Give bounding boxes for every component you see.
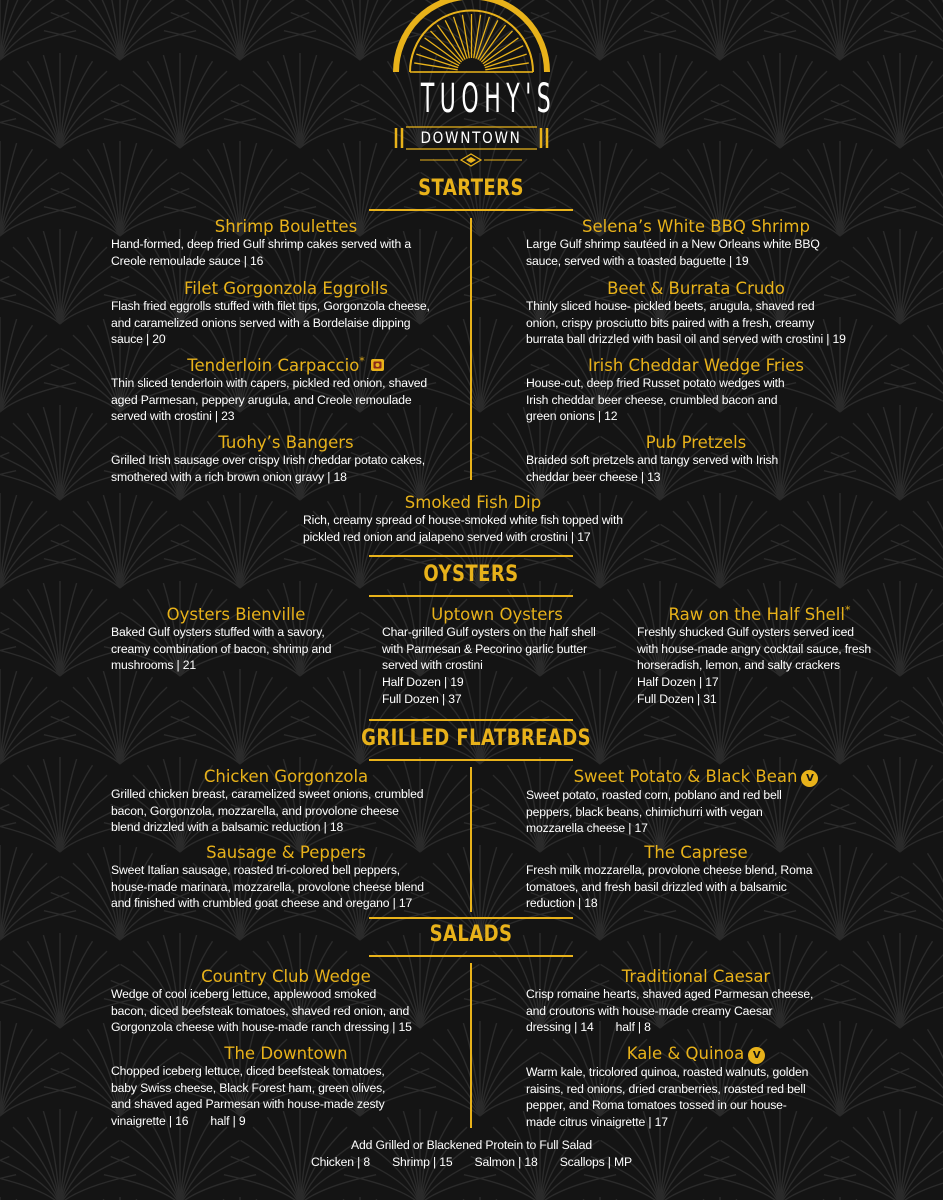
desc-line: Full Dozen | 31	[637, 691, 717, 706]
menu-item	[111, 217, 461, 279]
protein-addons	[200, 1137, 743, 1170]
item-title: Irish Cheddar Wedge Fries	[588, 356, 804, 375]
item-description	[526, 862, 866, 912]
desc-line: peppers, black beans, chimichurri with vegan	[526, 804, 763, 819]
price-full: dressing | 14	[526, 1020, 594, 1035]
item-description	[111, 452, 461, 485]
item-title: Sweet Potato & Black Bean	[573, 767, 798, 786]
menu-item	[526, 1044, 866, 1131]
item-description	[111, 986, 461, 1036]
desc-line: Rich, creamy spread of house-smoked white fish topped with	[303, 513, 623, 527]
menu-item	[111, 1044, 461, 1130]
item-title-row	[637, 605, 882, 624]
addons-title: Add Grilled or Blackened Protein to Full Salad	[350, 1138, 593, 1152]
desc-line: Grilled chicken breast, caramelized sweet onions, crumbled	[111, 787, 424, 801]
section-heading-flatbreads: GRILLED FLATBREADS	[361, 726, 592, 751]
item-description	[637, 624, 882, 708]
desc-line: tomatoes, and fresh basil drizzled with a balsamic	[526, 879, 787, 894]
desc-line: mushrooms | 21	[111, 658, 197, 673]
salads-left-column	[111, 967, 461, 1130]
flatbreads-right-column	[526, 767, 866, 912]
item-title: Tenderloin Carpaccio	[187, 356, 360, 375]
item-description	[526, 236, 866, 269]
oysters-item-3	[637, 605, 882, 708]
addon-option: Chicken | 8	[310, 1154, 371, 1169]
item-description	[382, 624, 612, 708]
item-description	[111, 624, 361, 674]
price-half: half | 9	[210, 1114, 246, 1129]
item-title: Beet & Burrata Crudo	[607, 279, 785, 298]
desc-line: Full Dozen | 37	[382, 691, 462, 706]
divider	[369, 595, 573, 597]
item-description	[111, 1063, 461, 1130]
desc-line: Creole remoulade sauce | 16	[111, 253, 264, 268]
desc-line: Thinly sliced house- pickled beets, arugula, shaved red	[526, 299, 815, 313]
desc-line: mozzarella cheese | 17	[526, 821, 648, 836]
desc-line: reduction | 18	[526, 896, 598, 911]
desc-line: Flash fried eggrolls stuffed with filet tips, Gorgonzola cheese,	[111, 299, 430, 313]
menu-item	[526, 967, 866, 1044]
item-title: Tuohy’s Bangers	[218, 433, 354, 452]
menu-item	[111, 843, 461, 912]
section-heading-salads: SALADS	[429, 922, 513, 947]
desc-line: Char-grilled Gulf oysters on the half shell	[382, 625, 596, 639]
item-description	[526, 452, 866, 485]
item-title: The Caprese	[644, 843, 748, 862]
desc-line: bacon, Gorgonzola, mozzarella, and provolone cheese	[111, 803, 399, 818]
item-title: Kale & Quinoa	[626, 1044, 745, 1063]
item-description	[111, 375, 461, 425]
desc-line: Chopped iceberg lettuce, diced beefsteak tomatoes,	[111, 1064, 385, 1078]
item-description	[526, 1064, 866, 1131]
desc-line: green onions | 12	[526, 409, 618, 424]
addons-options	[200, 1154, 743, 1171]
addon-option: Shrimp | 15	[392, 1154, 453, 1169]
desc-line: Braided soft pretzels and tangy served with Irish	[526, 453, 779, 467]
desc-line: Fresh milk mozzarella, provolone cheese blend, Roma	[526, 863, 813, 877]
section-heading-starters: STARTERS	[418, 176, 524, 201]
desc-line: raisins, red onions, dried cranberries, roasted red bell	[526, 1081, 806, 1096]
desc-line: aged Parmesan, peppery arugula, and Creole remoulade	[111, 392, 412, 407]
desc-line: Baked Gulf oysters stuffed with a savory,	[111, 625, 325, 639]
desc-line: Thin sliced tenderloin with capers, pickled red onion, shaved	[111, 376, 428, 390]
desc-line: Irish cheddar beer cheese, crumbled bacon and	[526, 392, 778, 407]
item-description	[526, 787, 866, 837]
item-description	[111, 862, 461, 912]
item-description	[111, 298, 461, 348]
desc-line: Gorgonzola cheese with house-made ranch dressing | 15	[111, 1020, 412, 1035]
vegan-icon: V	[801, 770, 818, 787]
item-description	[526, 298, 866, 348]
desc-line: Sweet Italian sausage, roasted tri-colored bell peppers,	[111, 863, 401, 877]
desc-line: smothered with a rich brown onion gravy | 18	[111, 469, 347, 484]
item-title: Traditional Caesar	[621, 967, 771, 986]
price-half: half | 8	[615, 1020, 651, 1035]
desc-line: served with crostini | 23	[111, 409, 235, 424]
desc-line: Grilled Irish sausage over crispy Irish cheddar potato cakes,	[111, 453, 425, 467]
desc-line: horseradish, lemon, and salty crackers	[637, 658, 840, 673]
desc-line: pepper, and Roma tomatoes tossed in our house-	[526, 1098, 787, 1113]
divider	[369, 955, 573, 957]
desc-line: Crisp romaine hearts, shaved aged Parmesan cheese,	[526, 987, 814, 1001]
desc-line: cheddar beer cheese | 13	[526, 469, 661, 484]
item-title: Country Club Wedge	[201, 967, 371, 986]
desc-line: and croutons with house-made creamy Caesar	[526, 1003, 773, 1018]
item-description	[303, 512, 643, 545]
item-description	[111, 236, 461, 269]
desc-line: Wedge of cool iceberg lettuce, applewood smoked	[111, 987, 377, 1001]
desc-line: with house-made angry cocktail sauce, fresh	[637, 641, 872, 656]
menu-item	[526, 356, 866, 433]
desc-line: burrata ball drizzled with basil oil and served with crostini | 19	[526, 332, 846, 347]
column-divider	[470, 963, 472, 1128]
raw-warning-mark: *	[359, 354, 365, 368]
price-full: vinaigrette | 16	[111, 1114, 189, 1129]
item-title: Sausage & Peppers	[206, 843, 366, 862]
oysters-item-2	[382, 605, 612, 708]
menu-item	[111, 356, 461, 433]
brand-name: TUOHY'S	[420, 76, 557, 122]
item-title: Chicken Gorgonzola	[203, 767, 369, 786]
addon-option: Scallops | MP	[559, 1154, 633, 1169]
desc-line: and shaved aged Parmesan with house-made zesty	[111, 1097, 385, 1112]
desc-line: baby Swiss cheese, Black Forest ham, green olives,	[111, 1080, 386, 1095]
desc-line: bacon, diced beefsteak tomatoes, shaved red onion, and	[111, 1003, 410, 1018]
addon-option: Salmon | 18	[474, 1154, 538, 1169]
desc-line: Warm kale, tricolored quinoa, roasted walnuts, golden	[526, 1065, 809, 1079]
starters-left-column	[111, 217, 461, 485]
item-description	[111, 786, 461, 836]
item-title: Shrimp Boulettes	[214, 217, 358, 236]
desc-line: house-made marinara, mozzarella, provolone cheese blend	[111, 879, 424, 894]
divider	[369, 719, 573, 721]
item-description	[526, 986, 866, 1036]
item-title: Pub Pretzels	[645, 433, 747, 452]
raw-warning-mark: *	[844, 603, 851, 617]
divider	[369, 917, 573, 919]
section-heading-oysters: OYSTERS	[423, 562, 519, 587]
brand-subtitle: DOWNTOWN	[420, 128, 522, 147]
divider	[369, 209, 573, 211]
desc-line	[526, 1019, 866, 1036]
menu-item	[526, 767, 866, 843]
menu-item	[111, 279, 461, 356]
item-title-row	[526, 1044, 866, 1064]
desc-line: blend drizzled with a balsamic reduction | 18	[111, 820, 344, 835]
desc-line: House-cut, deep fried Russet potato wedges with	[526, 376, 785, 390]
menu-item	[526, 217, 866, 279]
item-title: Raw on the Half Shell	[668, 605, 845, 624]
starters-center-item	[303, 493, 643, 545]
desc-line: Large Gulf shrimp sautéed in a New Orleans white BBQ	[526, 237, 820, 251]
item-title-row	[526, 767, 866, 787]
menu-item	[111, 967, 461, 1044]
desc-line: Sweet potato, roasted corn, poblano and red bell	[526, 788, 782, 802]
menu-item	[526, 843, 866, 912]
column-divider	[470, 767, 472, 912]
desc-line	[111, 1113, 461, 1130]
menu-item	[111, 433, 461, 485]
desc-line: Hand-formed, deep fried Gulf shrimp cakes served with a	[111, 237, 411, 251]
allergen-icon	[370, 358, 385, 372]
item-title: Uptown Oysters	[431, 605, 563, 624]
menu-item	[526, 433, 866, 485]
desc-line: Freshly shucked Gulf oysters served iced	[637, 625, 854, 639]
desc-line: pickled red onion and jalapeno served with crostini | 17	[303, 529, 591, 544]
desc-line: with Parmesan & Pecorino garlic butter	[382, 641, 587, 656]
flatbreads-left-column	[111, 767, 461, 912]
salads-right-column	[526, 967, 866, 1131]
desc-line: and finished with crumbled goat cheese and oregano | 17	[111, 896, 413, 911]
divider	[369, 555, 573, 557]
desc-line: onion, crispy prosciutto bits paired with a fresh, creamy	[526, 315, 815, 330]
menu-item	[111, 767, 461, 843]
desc-line: sauce | 20	[111, 332, 166, 347]
oysters-item-1	[111, 605, 361, 674]
item-description	[526, 375, 866, 425]
menu-item	[526, 279, 866, 356]
desc-line: Half Dozen | 19	[382, 675, 464, 690]
item-title: Filet Gorgonzola Eggrolls	[183, 279, 389, 298]
item-title: Oysters Bienville	[166, 605, 306, 624]
desc-line: Half Dozen | 17	[637, 675, 719, 690]
item-title: The Downtown	[224, 1044, 348, 1063]
column-divider	[470, 218, 472, 480]
divider	[369, 759, 573, 761]
item-title: Selena’s White BBQ Shrimp	[582, 217, 810, 236]
vegan-icon: V	[748, 1047, 765, 1064]
desc-line: made citrus vinaigrette | 17	[526, 1115, 668, 1130]
item-title-row	[111, 356, 461, 375]
item-title: Smoked Fish Dip	[404, 493, 542, 512]
desc-line: served with crostini	[382, 658, 483, 673]
desc-line: sauce, served with a toasted baguette | 19	[526, 253, 749, 268]
desc-line: and caramelized onions served with a Bordelaise dipping	[111, 315, 411, 330]
desc-line: creamy combination of bacon, shrimp and	[111, 641, 332, 656]
starters-right-column	[526, 217, 866, 485]
